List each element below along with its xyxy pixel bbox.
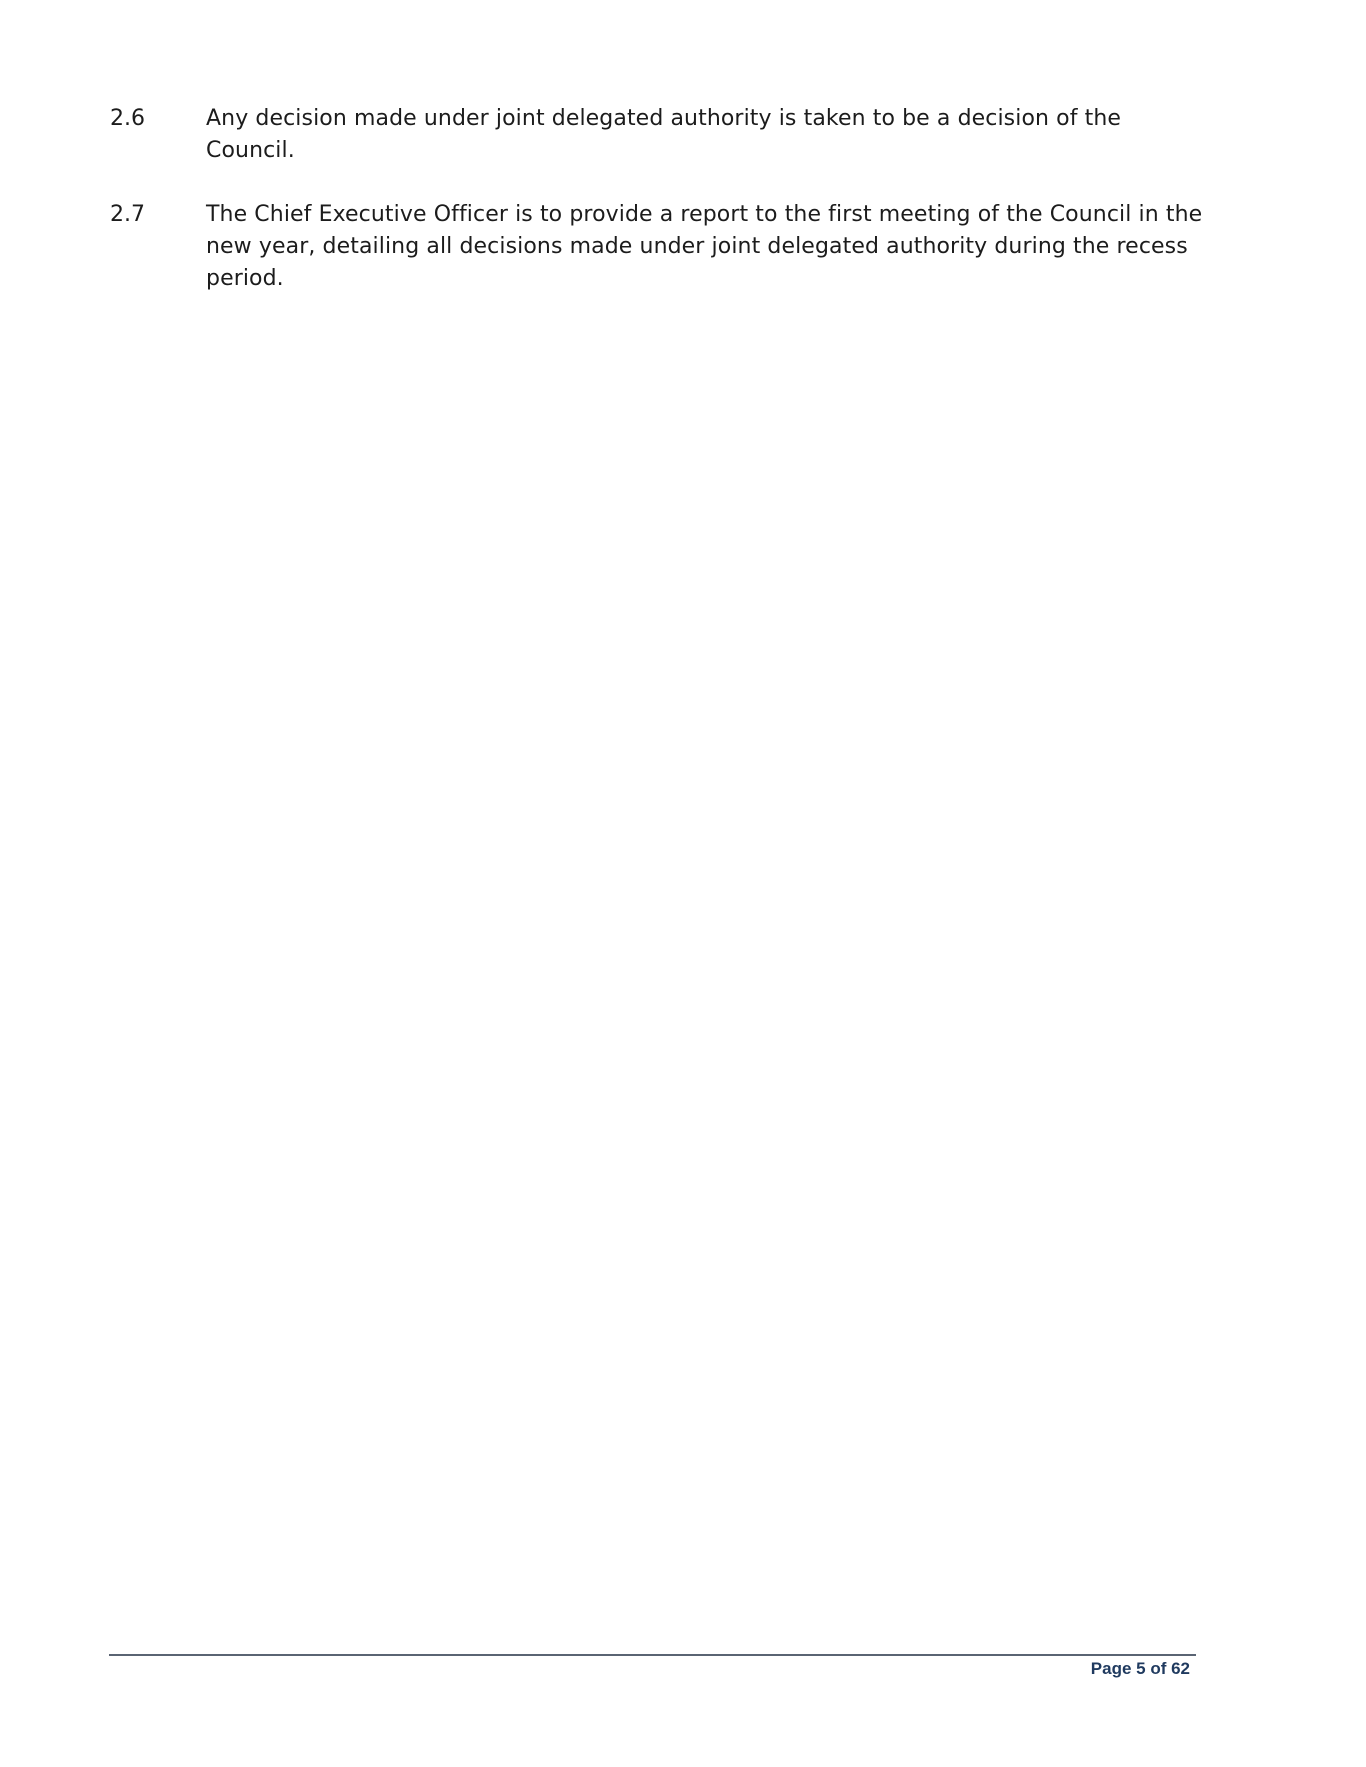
page-number: Page 5 of 62 — [1090, 1659, 1190, 1678]
clause-text: Any decision made under joint delegated authority is taken to be a decision of the Council. — [206, 106, 1122, 163]
footer-divider — [109, 1654, 1196, 1656]
clause-number: 2.6 — [110, 106, 145, 131]
clause-number: 2.7 — [110, 202, 145, 227]
clause-text: The Chief Executive Officer is to provide a report to the first meeting of the Council in the new year, detailing all decisions made under joint delegated authority during the recess period. — [206, 202, 1203, 291]
